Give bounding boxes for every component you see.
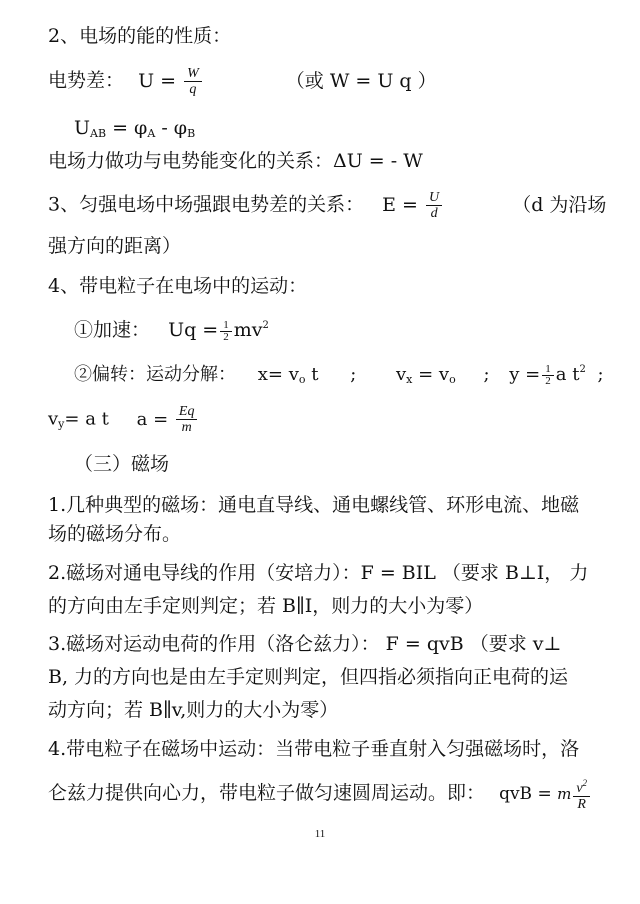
uab-formula (74, 116, 195, 146)
field-note: （d 为沿场 (512, 193, 607, 216)
item-4-line-2-text: 仑兹力提供向心力，带电粒子做匀速圆周运动。即： (48, 782, 486, 804)
page-number: 11 (314, 828, 326, 840)
accel-fraction-denominator: m (181, 420, 192, 435)
pd-fraction-denominator: q (189, 82, 197, 97)
deflection-x (258, 364, 319, 385)
section-2-heading: 2、电场的能的性质： (48, 25, 232, 47)
deflection-y (509, 364, 586, 385)
item-3-line-1: 3.磁场对运动电荷的作用（洛仑兹力）： F = qvB （要求 v⊥ (48, 633, 562, 655)
lorentz-fraction-numerator (573, 776, 590, 797)
deflection-y-eq: y = (509, 364, 541, 385)
section-3-heading: 3、匀强电场中场强跟电势差的关系： (48, 193, 365, 216)
acceleration-exponent: 2 (262, 320, 269, 331)
potential-difference-line (48, 66, 437, 97)
item-2-line-1: 2.磁场对通电导线的作用（安培力）：F = BIL （要求 B⊥I， 力 (48, 562, 589, 584)
acceleration-fraction (220, 320, 232, 343)
work-energy-relation: 电场力做功与电势能变化的关系：ΔU = - W (48, 150, 423, 172)
deflection-vx-subscript2: o (449, 373, 456, 386)
uab-phi-a: = φ (106, 117, 148, 139)
separator-3: ; (597, 364, 604, 385)
item-2-line-2: 的方向由左手定则判定；若 B∥I，则力的大小为零） (48, 595, 484, 617)
separator-2: ; (483, 364, 490, 385)
uab-phi-b: - φ (155, 117, 188, 139)
deflection-y-fraction (542, 364, 554, 387)
acceleration-fraction-numerator: 1 (220, 320, 232, 332)
acceleration-fraction-denominator: 2 (223, 330, 229, 343)
acceleration-formula-left: Uq = (168, 319, 219, 341)
deflection-x-t: t (305, 364, 319, 385)
deflection-y-numerator: 1 (542, 364, 554, 376)
lorentz-fraction-denominator: R (577, 797, 586, 812)
vy-eq: = a t (64, 408, 109, 430)
deflection-x-subscript: o (298, 373, 306, 386)
separator-1: ; (350, 364, 357, 385)
deflection-vx-subscript: x (406, 373, 413, 386)
uab-subscript: AB (90, 127, 107, 140)
phi-b-subscript: B (187, 127, 196, 140)
deflection-vx-eq: = v (412, 364, 450, 385)
field-fraction (426, 190, 442, 221)
magnetism-heading: （三）磁场 (74, 453, 170, 475)
deflection-vx (396, 364, 456, 385)
section-4-heading: 4、带电粒子在电场中的运动： (48, 275, 308, 297)
item-1-line-1: 1.几种典型的磁场：通电直导线、通电螺线管、环形电流、地磁 (48, 494, 580, 516)
accel-formula-left: a = (136, 408, 174, 430)
acceleration-label: ①加速： (74, 319, 151, 341)
deflection-line (74, 358, 604, 392)
item-4-line-2 (48, 776, 592, 812)
section-3-line (48, 190, 606, 221)
lorentz-numerator-v: v (576, 781, 583, 796)
acceleration-line (74, 314, 269, 343)
field-fraction-numerator: U (426, 190, 442, 206)
item-1-line-2: 场的磁场分布。 (48, 523, 182, 545)
potential-difference-label: 电势差： (48, 69, 125, 92)
lorentz-numerator-exponent: 2 (582, 778, 588, 788)
pd-formula-left: U = (138, 69, 183, 92)
uab-symbol: U (74, 117, 91, 139)
deflection-y-right: a t (555, 364, 580, 385)
lorentz-fraction (573, 776, 590, 812)
deflection-y-denominator: 2 (545, 374, 551, 387)
field-note-continued: 强方向的距离） (48, 235, 182, 257)
vy-v: v (48, 408, 59, 430)
accel-fraction-numerator: Eq (176, 404, 198, 420)
acceleration-formula-right: mv (233, 319, 263, 341)
accel-fraction (176, 404, 198, 435)
item-3-line-2: B, 力的方向也是由左手定则判定，但四指必须指向正电荷的运 (48, 666, 569, 688)
vy-line (48, 404, 199, 437)
item-3-line-3: 动方向；若 B∥v,则力的大小为零） (48, 699, 339, 721)
lorentz-formula-m: m (557, 785, 572, 803)
field-formula-left: E = (382, 193, 425, 216)
deflection-y-exponent: 2 (579, 364, 586, 375)
pd-fraction (184, 66, 202, 97)
item-4-line-1: 4.带电粒子在磁场中运动：当带电粒子垂直射入匀强磁场时，洛 (48, 738, 580, 760)
deflection-vx-v: v (396, 364, 407, 385)
field-fraction-denominator: d (430, 206, 438, 221)
phi-a-subscript: A (147, 127, 156, 140)
lorentz-formula-left: qvB = (499, 784, 558, 804)
pd-fraction-numerator: W (184, 66, 202, 82)
vy-subscript: y (58, 417, 65, 431)
pd-alternative-formula: （或 W = U q ） (285, 69, 437, 92)
deflection-label: ②偏转：运动分解： (74, 364, 236, 385)
deflection-x-eq: x= v (257, 364, 299, 385)
